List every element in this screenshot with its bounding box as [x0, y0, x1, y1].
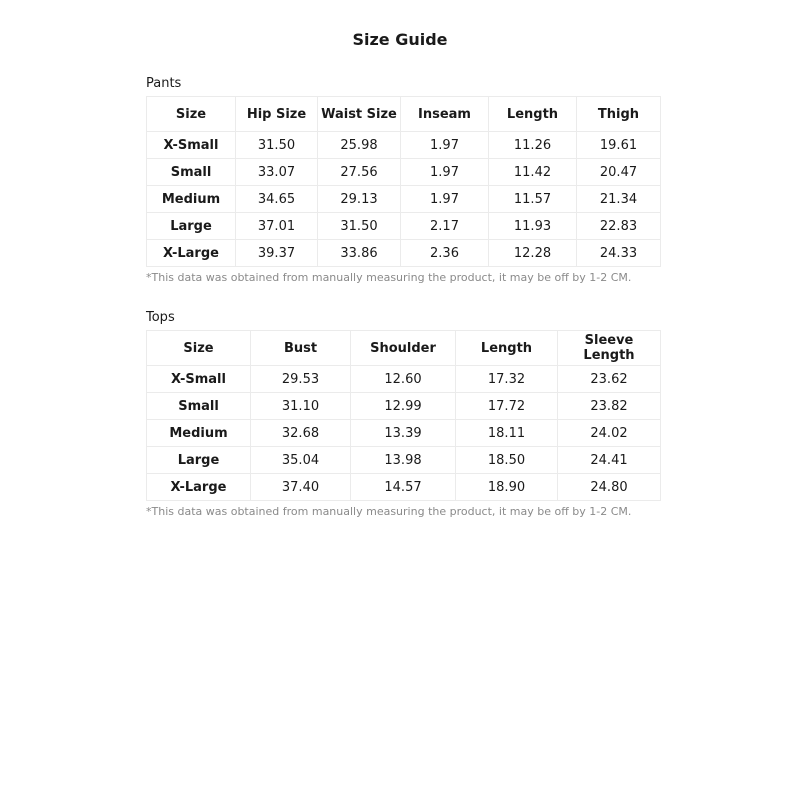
table-cell: 18.50	[456, 447, 558, 474]
table-cell: 24.02	[558, 420, 661, 447]
size-cell: Small	[147, 393, 251, 420]
table-row	[147, 213, 661, 240]
table-cell: 23.82	[558, 393, 661, 420]
table-cell: 13.39	[351, 420, 456, 447]
size-cell: Small	[147, 159, 236, 186]
header-length: Length	[456, 331, 558, 366]
table-cell: 2.17	[401, 213, 489, 240]
table-cell: 1.97	[401, 132, 489, 159]
table-cell: 21.34	[577, 186, 661, 213]
tops-section	[146, 309, 660, 519]
table-cell: 18.11	[456, 420, 558, 447]
pants-section-label: Pants	[146, 76, 182, 91]
table-cell: 24.41	[558, 447, 661, 474]
size-cell: X-Large	[147, 474, 251, 501]
table-cell: 13.98	[351, 447, 456, 474]
table-cell: 24.33	[577, 240, 661, 267]
pants-measurement-note: *This data was obtained from manually measuring the product, it may be off by 1-2 CM.	[146, 271, 632, 284]
table-cell: 34.65	[236, 186, 318, 213]
header-inseam: Inseam	[401, 97, 489, 132]
table-cell: 31.10	[251, 393, 351, 420]
table-row	[147, 240, 661, 267]
table-cell: 19.61	[577, 132, 661, 159]
table-cell: 12.99	[351, 393, 456, 420]
table-cell: 35.04	[251, 447, 351, 474]
pants-size-table	[146, 96, 661, 267]
page-title: Size Guide	[352, 30, 448, 49]
size-cell: Large	[147, 447, 251, 474]
table-cell: 31.50	[236, 132, 318, 159]
header-length: Length	[489, 97, 577, 132]
table-cell: 22.83	[577, 213, 661, 240]
header-waist-size: Waist Size	[318, 97, 401, 132]
table-cell: 24.80	[558, 474, 661, 501]
table-row	[147, 420, 661, 447]
table-cell: 31.50	[318, 213, 401, 240]
table-header-row	[147, 97, 661, 132]
table-cell: 2.36	[401, 240, 489, 267]
table-cell: 11.42	[489, 159, 577, 186]
table-cell: 29.53	[251, 366, 351, 393]
table-cell: 37.01	[236, 213, 318, 240]
table-cell: 12.60	[351, 366, 456, 393]
table-cell: 14.57	[351, 474, 456, 501]
size-cell: Medium	[147, 420, 251, 447]
table-cell: 33.86	[318, 240, 401, 267]
size-cell: Medium	[147, 186, 236, 213]
table-cell: 29.13	[318, 186, 401, 213]
header-shoulder: Shoulder	[351, 331, 456, 366]
table-cell: 1.97	[401, 186, 489, 213]
tops-measurement-note: *This data was obtained from manually measuring the product, it may be off by 1-2 CM.	[146, 505, 632, 518]
table-cell: 17.72	[456, 393, 558, 420]
table-cell: 23.62	[558, 366, 661, 393]
tops-section-label: Tops	[146, 310, 175, 325]
header-thigh: Thigh	[577, 97, 661, 132]
size-cell: X-Large	[147, 240, 236, 267]
pants-section	[146, 75, 660, 285]
table-cell: 25.98	[318, 132, 401, 159]
table-cell: 1.97	[401, 159, 489, 186]
table-cell: 11.26	[489, 132, 577, 159]
table-row	[147, 474, 661, 501]
table-cell: 33.07	[236, 159, 318, 186]
size-cell: X-Small	[147, 132, 236, 159]
size-cell: Large	[147, 213, 236, 240]
table-row	[147, 132, 661, 159]
table-cell: 37.40	[251, 474, 351, 501]
header-hip-size: Hip Size	[236, 97, 318, 132]
table-cell: 11.57	[489, 186, 577, 213]
table-cell: 12.28	[489, 240, 577, 267]
table-cell: 11.93	[489, 213, 577, 240]
table-row	[147, 159, 661, 186]
header-bust: Bust	[251, 331, 351, 366]
table-row	[147, 447, 661, 474]
table-cell: 32.68	[251, 420, 351, 447]
table-header-row	[147, 331, 661, 366]
table-cell: 39.37	[236, 240, 318, 267]
header-size: Size	[147, 97, 236, 132]
header-size: Size	[147, 331, 251, 366]
table-cell: 27.56	[318, 159, 401, 186]
table-row	[147, 366, 661, 393]
table-row	[147, 393, 661, 420]
table-cell: 20.47	[577, 159, 661, 186]
size-cell: X-Small	[147, 366, 251, 393]
table-row	[147, 186, 661, 213]
table-cell: 18.90	[456, 474, 558, 501]
header-sleeve-length: Sleeve Length	[558, 331, 661, 366]
tops-size-table	[146, 330, 661, 501]
table-cell: 17.32	[456, 366, 558, 393]
